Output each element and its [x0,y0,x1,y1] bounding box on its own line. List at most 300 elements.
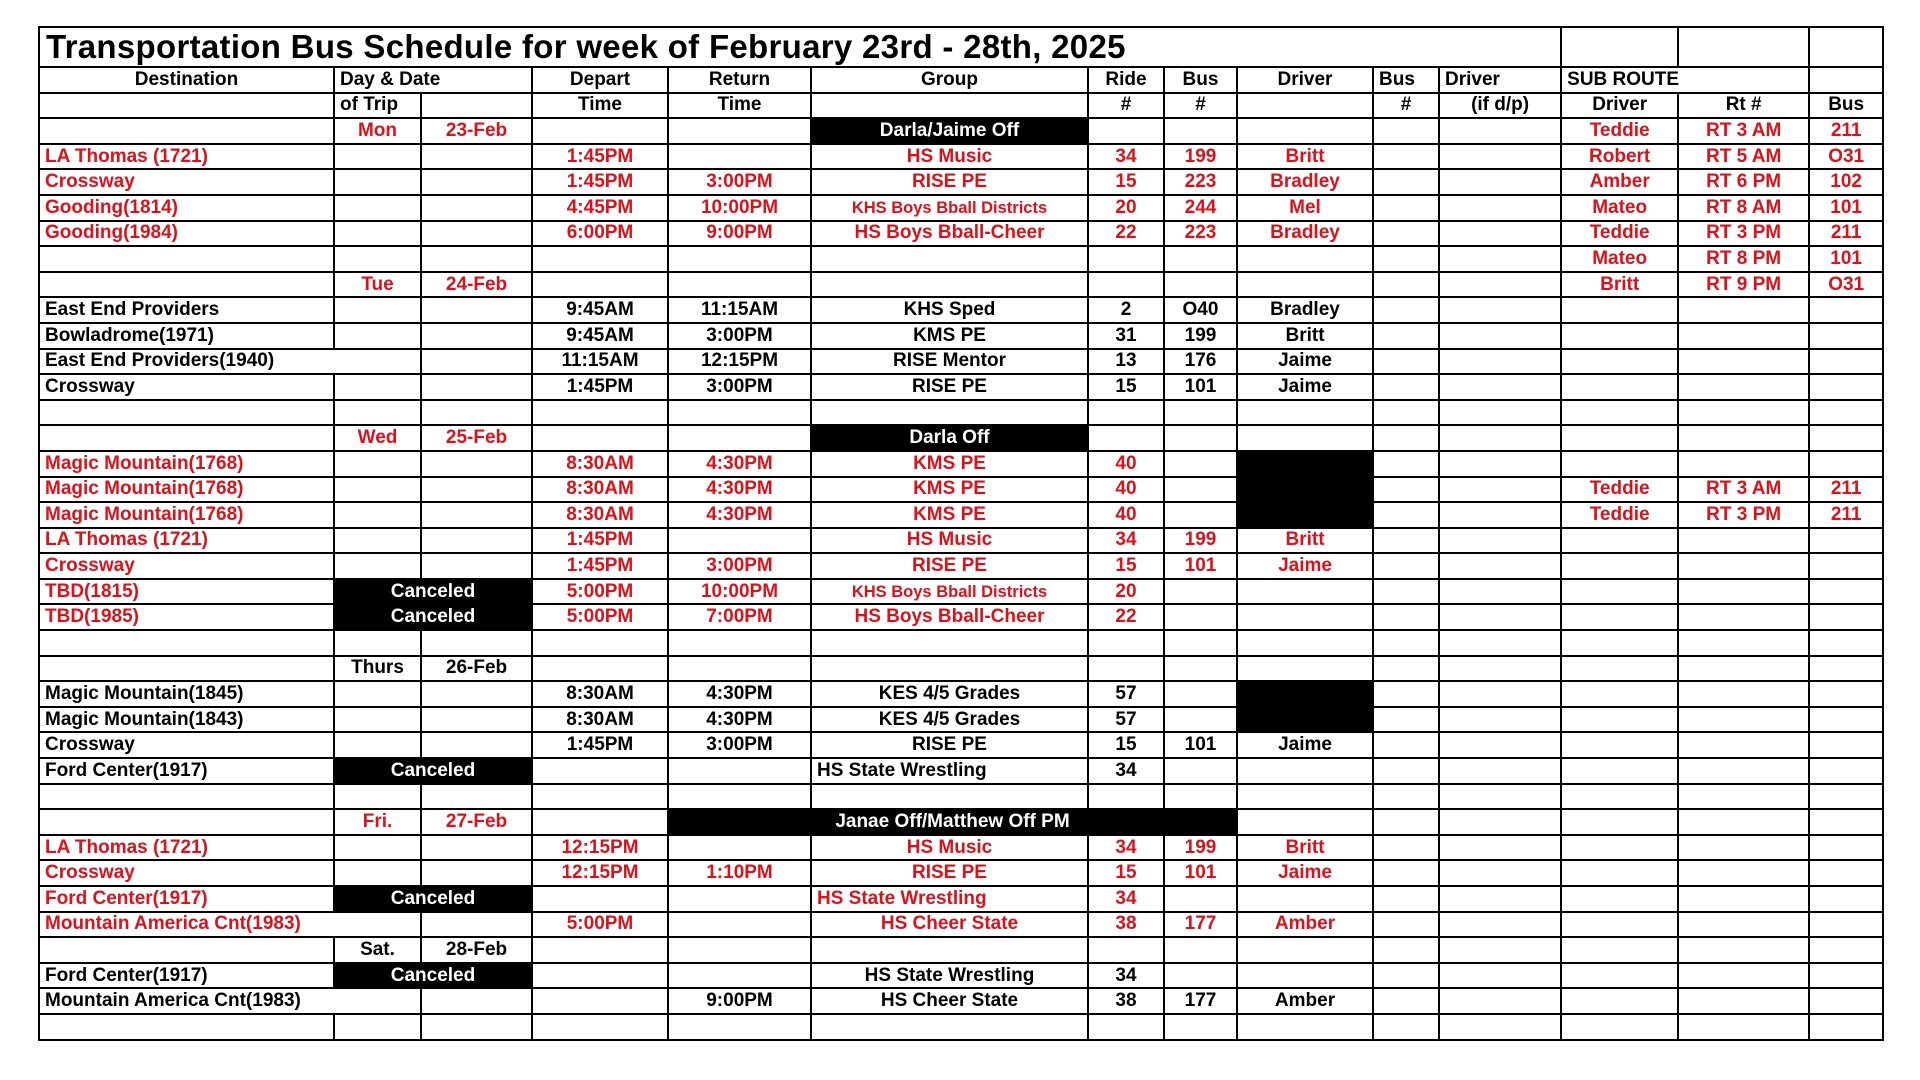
header-depart-time: Time [532,93,668,119]
depart-cell [532,963,668,989]
day-cell [334,860,421,886]
ride-num-cell [1088,272,1164,298]
bus-num-cell [1164,656,1237,682]
day-cell [334,323,421,349]
return-cell [668,1014,811,1040]
group-cell: RISE PE [811,374,1088,400]
bus2-cell [1373,195,1439,221]
group-cell: KES 4/5 Grades [811,681,1088,707]
group-cell [811,1014,1088,1040]
group-cell: RISE Mentor [811,349,1088,375]
day-cell [334,912,421,938]
destination-cell [39,784,334,810]
driver-cell-blacked [1237,681,1373,707]
group-cell [811,656,1088,682]
bus2-cell [1373,784,1439,810]
bus2-cell [1373,528,1439,554]
destination-cell: Magic Mountain(1845) [39,681,334,707]
return-cell: 3:00PM [668,553,811,579]
bus-num-cell [1164,963,1237,989]
trip-row [39,297,1883,323]
driver2-cell [1439,144,1561,170]
bus-num-cell: 101 [1164,732,1237,758]
day-cell: Tue [334,272,421,298]
driver2-cell [1439,297,1561,323]
driver-cell [1237,963,1373,989]
sub-driver-cell [1561,451,1678,477]
group-cell: HS State Wrestling [811,758,1088,784]
sub-rt-cell [1678,707,1809,733]
ride-num-cell: 15 [1088,553,1164,579]
destination-cell: TBD(1985) [39,604,334,630]
depart-cell [532,246,668,272]
header-sub-driver: Driver [1561,93,1678,119]
sub-rt-cell [1678,297,1809,323]
bus-num-cell: 177 [1164,988,1237,1014]
return-cell [668,784,811,810]
return-cell [668,758,811,784]
trip-row [39,323,1883,349]
driver2-cell [1439,502,1561,528]
bus2-cell [1373,144,1439,170]
header-driver-2: Driver [1439,67,1561,93]
depart-cell: 9:45AM [532,323,668,349]
trip-row [39,860,1883,886]
date-cell [421,502,532,528]
driver2-cell [1439,604,1561,630]
driver2-cell [1561,809,1678,835]
ride-num-cell [1088,656,1164,682]
header-ride: Ride [1088,67,1164,93]
date-cell [421,349,532,375]
bus2-cell [1373,502,1439,528]
depart-cell: 9:45AM [532,297,668,323]
trip-row [39,221,1883,247]
bus-num-cell: 177 [1164,912,1237,938]
sub-bus-cell [1809,1014,1883,1040]
depart-cell: 12:15PM [532,860,668,886]
header-empty [811,93,1088,119]
sub-bus-cell: 102 [1809,169,1883,195]
sub-driver-cell: Teddie [1561,477,1678,503]
return-cell [668,272,811,298]
sub-rt-cell [1678,835,1809,861]
date-cell: 28-Feb [421,937,532,963]
ride-num-cell: 57 [1088,681,1164,707]
depart-cell [532,118,668,144]
header-row-1 [39,67,1883,93]
sub-bus-cell [1809,784,1883,810]
header-empty [421,93,532,119]
sub-bus-cell [1809,886,1883,912]
ride-num-cell: 40 [1088,477,1164,503]
driver2-cell [1439,553,1561,579]
sub-bus-cell [1809,349,1883,375]
return-cell: 10:00PM [668,195,811,221]
bus2-cell [1373,604,1439,630]
group-cell: HS State Wrestling [811,963,1088,989]
sub-bus-cell: 211 [1809,477,1883,503]
depart-cell: 1:45PM [532,144,668,170]
header-group: Group [811,67,1088,93]
bus-num-cell [1164,886,1237,912]
sub-rt-cell [1678,349,1809,375]
group-cell [811,246,1088,272]
depart-cell: 5:00PM [532,604,668,630]
return-cell: 4:30PM [668,477,811,503]
sub-driver-cell: Teddie [1561,221,1678,247]
bus2-cell [1373,477,1439,503]
group-cell: HS Boys Bball-Cheer [811,604,1088,630]
destination-cell: Crossway [39,860,334,886]
sub-bus-cell [1809,323,1883,349]
bus-num-cell: 244 [1164,195,1237,221]
driver-cell-blacked [1237,707,1373,733]
sub-bus-cell [1809,656,1883,682]
depart-cell [532,809,668,835]
date-cell [421,681,532,707]
destination-cell [39,1014,334,1040]
return-cell: 11:15AM [668,297,811,323]
sub-rt-cell [1678,886,1809,912]
sub-bus-cell [1809,425,1883,451]
driver-cell [1237,579,1373,605]
driver2-cell [1439,169,1561,195]
ride-num-cell: 15 [1088,860,1164,886]
driver2-cell [1439,707,1561,733]
sub-rt-cell [1678,374,1809,400]
return-cell: 4:30PM [668,502,811,528]
driver-cell [1237,758,1373,784]
sub-rt-cell [1678,425,1809,451]
sub-rt-cell [1678,656,1809,682]
sub-driver-cell [1561,425,1678,451]
date-cell [421,784,532,810]
header-empty [39,93,334,119]
depart-cell: 12:15PM [532,835,668,861]
group-cell [811,272,1088,298]
trip-row [39,835,1883,861]
bus-num-cell [1164,502,1237,528]
group-cell: HS Music [811,528,1088,554]
date-cell: 25-Feb [421,425,532,451]
day-cell [334,681,421,707]
sub-rt-cell [1678,323,1809,349]
bus-num-cell [1164,681,1237,707]
header-bus: Bus [1164,67,1237,93]
sub-driver-cell: Teddie [1561,502,1678,528]
driver2-cell [1439,758,1561,784]
destination-cell: Ford Center(1917) [39,886,334,912]
return-cell: 3:00PM [668,169,811,195]
date-cell [421,912,532,938]
ride-num-cell: 34 [1088,835,1164,861]
sub-bus-cell [1809,732,1883,758]
bus-num-cell [1164,118,1237,144]
depart-cell: 8:30AM [532,477,668,503]
sub-bus-cell [1809,451,1883,477]
bus2-cell [1373,758,1439,784]
sub-rt-cell: RT 6 PM [1678,169,1809,195]
sub-rt-cell [1809,809,1883,835]
sub-bus-cell: 211 [1809,502,1883,528]
bus-num-cell [1237,809,1373,835]
day-cell [334,835,421,861]
destination-cell: Gooding(1814) [39,195,334,221]
sub-driver-cell [1678,809,1809,835]
ride-num-cell [1088,400,1164,426]
driver2-cell [1439,477,1561,503]
header-driver2-note: (if d/p) [1439,93,1561,119]
sub-rt-cell: RT 3 AM [1678,477,1809,503]
destination-cell: Mountain America Cnt(1983) [39,988,334,1014]
sub-rt-cell [1678,451,1809,477]
staff-off-banner: Darla/Jaime Off [811,118,1088,144]
bus2-cell [1373,349,1439,375]
bus-num-cell [1164,937,1237,963]
sub-rt-cell [1678,732,1809,758]
bus-num-cell [1164,477,1237,503]
sub-rt-cell: RT 3 PM [1678,502,1809,528]
depart-cell [532,656,668,682]
return-cell [668,937,811,963]
bus2-cell [1373,400,1439,426]
sub-driver-cell: Britt [1561,272,1678,298]
day-cell [334,400,421,426]
sub-rt-cell [1678,579,1809,605]
driver2-cell [1439,732,1561,758]
day-cell [334,374,421,400]
ride-num-cell: 40 [1088,502,1164,528]
bus2-cell [1373,1014,1439,1040]
destination-cell: LA Thomas (1721) [39,835,334,861]
sub-driver-cell [1561,1014,1678,1040]
group-cell: RISE PE [811,732,1088,758]
driver2-cell [1439,221,1561,247]
depart-cell [532,400,668,426]
group-cell [811,937,1088,963]
sub-rt-cell: RT 3 AM [1678,118,1809,144]
day-cell: Thurs [334,656,421,682]
bus-num-cell [1164,707,1237,733]
bus-num-cell [1164,451,1237,477]
return-cell [668,144,811,170]
bus-num-cell: 101 [1164,860,1237,886]
header-sub-route: SUB ROUTE [1561,67,1809,93]
header-return: Return [668,67,811,93]
destination-cell [39,425,334,451]
day-cell [334,732,421,758]
ride-num-cell [1088,118,1164,144]
group-cell [811,784,1088,810]
ride-num-cell [1088,1014,1164,1040]
date-cell: 27-Feb [421,809,532,835]
depart-cell: 8:30AM [532,707,668,733]
date-cell [421,297,532,323]
destination-cell: Mountain America Cnt(1983) [39,912,334,938]
destination-cell: East End Providers [39,297,334,323]
destination-cell: Crossway [39,374,334,400]
depart-cell [532,630,668,656]
ride-num-cell: 38 [1088,988,1164,1014]
destination-cell: Magic Mountain(1768) [39,502,334,528]
date-cell: 23-Feb [421,118,532,144]
return-cell: 3:00PM [668,323,811,349]
sub-bus-cell [1809,630,1883,656]
date-cell [421,246,532,272]
day-cell [334,784,421,810]
date-cell [421,144,532,170]
ride-num-cell [1088,784,1164,810]
sub-driver-cell [1561,835,1678,861]
date-cell [421,707,532,733]
bus2-cell [1373,169,1439,195]
bus-num-cell: 223 [1164,169,1237,195]
ride-num-cell: 15 [1088,374,1164,400]
bus2-cell [1373,425,1439,451]
bus-num-cell: 101 [1164,553,1237,579]
driver-cell: Jaime [1237,732,1373,758]
bus2-cell [1373,732,1439,758]
date-cell [421,323,532,349]
bus2-cell [1373,656,1439,682]
destination-cell [39,937,334,963]
return-cell: 4:30PM [668,451,811,477]
driver2-cell [1439,195,1561,221]
destination-cell: Magic Mountain(1768) [39,451,334,477]
return-cell [668,912,811,938]
bus2-cell [1373,374,1439,400]
title-spacer-cell [1678,27,1809,67]
day-cell: Wed [334,425,421,451]
date-cell [421,528,532,554]
sub-bus-cell [1809,988,1883,1014]
ride-num-cell: 38 [1088,912,1164,938]
sub-bus-cell [1809,860,1883,886]
destination-cell: Gooding(1984) [39,221,334,247]
sub-bus-cell [1809,707,1883,733]
destination-cell [39,246,334,272]
trip-row [39,195,1883,221]
ride-num-cell: 34 [1088,886,1164,912]
date-cell [421,1014,532,1040]
trip-row [39,144,1883,170]
depart-cell [532,886,668,912]
sub-driver-cell: Mateo [1561,246,1678,272]
bus2-cell [1373,297,1439,323]
return-cell: 3:00PM [668,732,811,758]
staff-off-banner: Janae Off/Matthew Off PM [668,809,1237,835]
destination-cell: LA Thomas (1721) [39,144,334,170]
destination-cell: Magic Mountain(1768) [39,477,334,503]
header-of-trip: of Trip [334,93,421,119]
return-cell [668,630,811,656]
ride-num-cell: 15 [1088,732,1164,758]
ride-num-cell: 34 [1088,528,1164,554]
driver-cell [1237,272,1373,298]
trip-row [39,963,1883,989]
return-cell [668,246,811,272]
destination-cell: Bowladrome(1971) [39,323,334,349]
sub-driver-cell [1561,553,1678,579]
driver2-cell [1439,784,1561,810]
sub-bus-cell: O31 [1809,272,1883,298]
bus2-cell [1373,579,1439,605]
destination-cell: Crossway [39,553,334,579]
driver2-cell [1439,374,1561,400]
sub-driver-cell [1561,630,1678,656]
bus2-cell [1373,707,1439,733]
bus-num-cell [1164,579,1237,605]
return-cell [668,963,811,989]
date-cell [421,732,532,758]
header-driver: Driver [1237,67,1373,93]
sub-driver-cell [1561,681,1678,707]
driver2-cell [1439,272,1561,298]
driver-cell: Jaime [1237,553,1373,579]
bus2-cell [1373,912,1439,938]
driver-cell [1237,400,1373,426]
sub-driver-cell [1561,886,1678,912]
driver-cell-blacked [1237,477,1373,503]
driver2-cell [1439,630,1561,656]
trip-row [39,349,1883,375]
sub-rt-cell: RT 9 PM [1678,272,1809,298]
bus2-cell [1373,835,1439,861]
driver-cell-blacked [1237,451,1373,477]
driver2-cell [1439,579,1561,605]
day-cell [334,553,421,579]
sub-rt-cell [1678,1014,1809,1040]
return-cell: 7:00PM [668,604,811,630]
day-cell [334,221,421,247]
date-cell [421,860,532,886]
destination-cell: Magic Mountain(1843) [39,707,334,733]
sub-driver-cell [1561,912,1678,938]
ride-num-cell: 22 [1088,604,1164,630]
sub-driver-cell [1561,297,1678,323]
sub-bus-cell [1809,937,1883,963]
sub-driver-cell: Mateo [1561,195,1678,221]
destination-cell [39,272,334,298]
return-cell [668,118,811,144]
driver-cell: Britt [1237,323,1373,349]
destination-cell: Crossway [39,732,334,758]
driver-cell: Amber [1237,988,1373,1014]
group-cell: HS Cheer State [811,988,1088,1014]
depart-cell: 8:30AM [532,451,668,477]
header-destination: Destination [39,67,334,93]
sub-driver-cell [1561,784,1678,810]
depart-cell: 6:00PM [532,221,668,247]
driver-cell: Bradley [1237,297,1373,323]
return-cell [668,656,811,682]
return-cell [668,400,811,426]
header-empty [1237,93,1373,119]
sub-driver-cell [1561,656,1678,682]
day-cell [334,502,421,528]
return-cell [668,425,811,451]
bus2-cell [1373,988,1439,1014]
table-row [39,246,1883,272]
bus-num-cell [1164,425,1237,451]
depart-cell: 1:45PM [532,528,668,554]
sub-rt-cell: RT 5 AM [1678,144,1809,170]
day-cell [334,195,421,221]
sub-driver-cell [1561,579,1678,605]
trip-row [39,604,1883,630]
sub-rt-cell [1678,553,1809,579]
